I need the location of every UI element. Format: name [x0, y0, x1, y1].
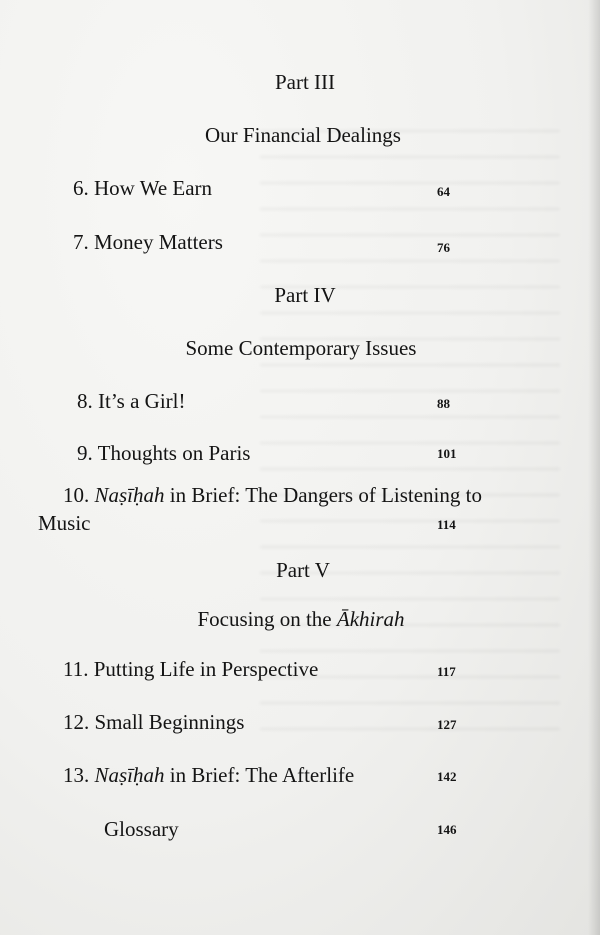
entry-italic-term: Naṣīḥah [94, 763, 165, 787]
part-title-4: Some Contemporary Issues [185, 336, 417, 360]
part-heading-5: Part V [276, 558, 330, 582]
entry-number: 10. [63, 483, 90, 507]
toc-page-7: 76 [437, 240, 450, 255]
toc-entry-11[interactable]: 11. Putting Life in Perspective [63, 657, 319, 681]
toc-page-glossary: 146 [437, 822, 457, 837]
toc-entry-13[interactable] [63, 763, 354, 788]
toc-page-13: 142 [437, 769, 457, 784]
part-heading-4: Part IV [274, 283, 336, 307]
entry-text: in Brief: The Afterlife [164, 763, 355, 787]
toc-entry-8[interactable]: 8. It’s a Girl! [77, 389, 186, 413]
toc-entry-9[interactable]: 9. Thoughts on Paris [77, 441, 251, 465]
part-title-5 [1, 607, 600, 632]
entry-italic-term: Naṣīḥah [94, 483, 165, 507]
toc-entry-6[interactable]: 6. How We Earn [73, 176, 213, 200]
toc-page-10: 114 [437, 517, 456, 532]
part-title-italic: Ākhirah [336, 607, 405, 631]
toc-page-6: 64 [437, 184, 450, 199]
toc-entry-10[interactable] [63, 483, 482, 508]
toc-page-11: 117 [437, 664, 456, 679]
entry-number: 13. [63, 763, 90, 787]
toc-page-9: 101 [437, 446, 457, 461]
show-through-texture [260, 130, 560, 730]
toc-page-12: 127 [437, 717, 457, 732]
entry-text: in Brief: The Dangers of Listening to [164, 483, 482, 507]
toc-entry-12[interactable]: 12. Small Beginnings [63, 710, 245, 734]
toc-entry-7[interactable]: 7. Money Matters [73, 230, 223, 254]
part-heading-3: Part III [274, 70, 336, 94]
part-title-prefix: Focusing on the [197, 607, 337, 631]
toc-entry-10-line2[interactable]: Music [38, 511, 91, 535]
toc-page-8: 88 [437, 396, 450, 411]
toc-entry-glossary[interactable]: Glossary [104, 817, 179, 841]
part-title-3: Our Financial Dealings [205, 123, 401, 147]
